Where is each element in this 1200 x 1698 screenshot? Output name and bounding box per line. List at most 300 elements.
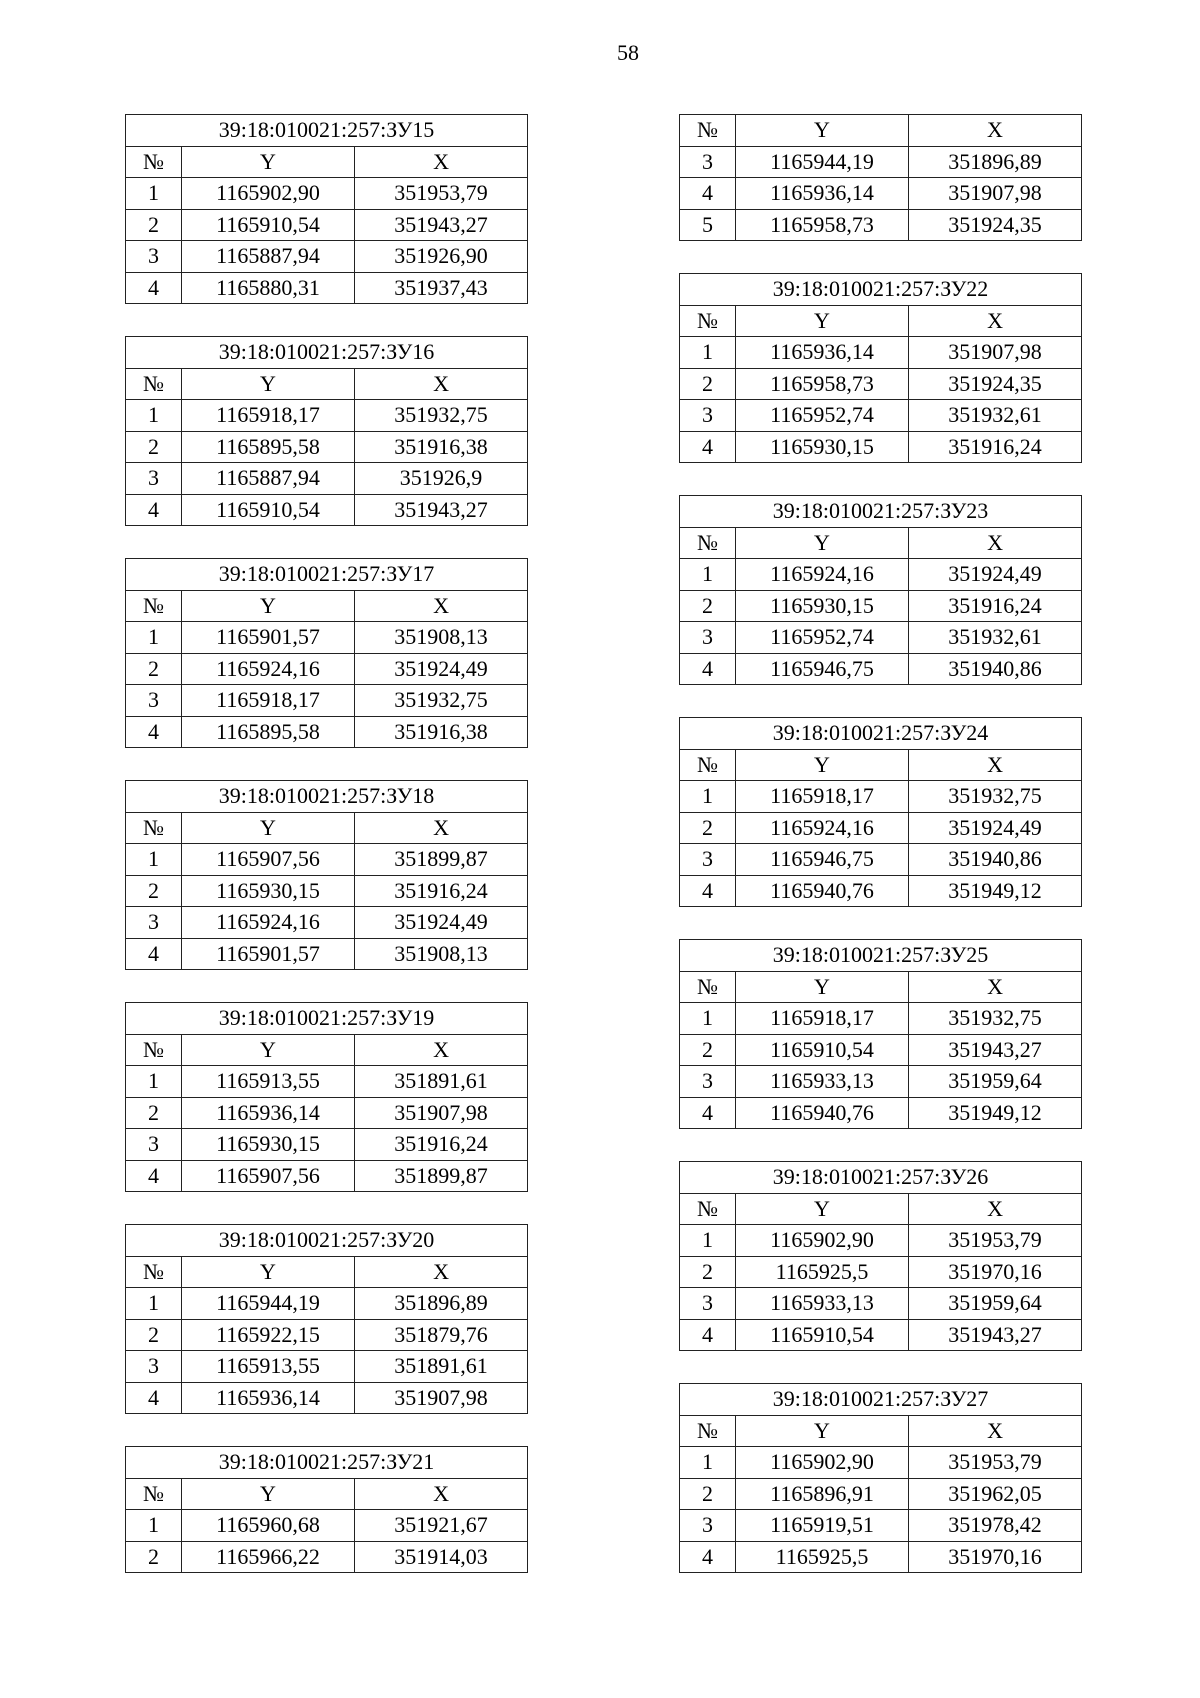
table-row xyxy=(126,431,528,463)
table-row xyxy=(126,875,528,907)
coord-y: 1165940,76 xyxy=(736,1097,909,1129)
point-number: 4 xyxy=(126,716,182,748)
coord-x: 351891,61 xyxy=(355,1351,528,1383)
table-row xyxy=(126,1541,528,1573)
coord-x: 351914,03 xyxy=(355,1541,528,1573)
table-header-row xyxy=(680,1193,1082,1225)
point-number: 4 xyxy=(680,178,736,210)
coord-y: 1165930,15 xyxy=(182,875,355,907)
coord-x: 351899,87 xyxy=(355,1160,528,1192)
coord-y: 1165887,94 xyxy=(182,241,355,273)
table-row xyxy=(126,622,528,654)
header-x: X xyxy=(355,368,528,400)
coordinate-table xyxy=(125,336,528,526)
coord-x: 351953,79 xyxy=(909,1447,1082,1479)
coord-y: 1165925,5 xyxy=(736,1541,909,1573)
table-row xyxy=(126,494,528,526)
point-number: 2 xyxy=(126,653,182,685)
coord-x: 351943,27 xyxy=(355,494,528,526)
table-row xyxy=(126,178,528,210)
coord-x: 351924,49 xyxy=(909,559,1082,591)
coord-y: 1165907,56 xyxy=(182,1160,355,1192)
point-number: 1 xyxy=(680,781,736,813)
table-title-row xyxy=(680,718,1082,750)
coord-y: 1165936,14 xyxy=(182,1097,355,1129)
coord-x: 351926,90 xyxy=(355,241,528,273)
coordinate-table xyxy=(679,717,1082,907)
table-header-row xyxy=(680,1415,1082,1447)
coordinate-table xyxy=(125,1002,528,1192)
table-title-row xyxy=(126,1225,528,1257)
parcel-title: 39:18:010021:257:ЗУ23 xyxy=(680,496,1082,528)
header-y: Y xyxy=(736,527,909,559)
point-number: 1 xyxy=(680,337,736,369)
table-title-row xyxy=(680,1384,1082,1416)
point-number: 3 xyxy=(680,400,736,432)
header-x: X xyxy=(909,527,1082,559)
header-num: № xyxy=(126,146,182,178)
header-y: Y xyxy=(736,1415,909,1447)
table-row xyxy=(680,1288,1082,1320)
coord-y: 1165966,22 xyxy=(182,1541,355,1573)
coord-y: 1165895,58 xyxy=(182,431,355,463)
coord-y: 1165880,31 xyxy=(182,272,355,304)
coord-x: 351959,64 xyxy=(909,1066,1082,1098)
table-row xyxy=(680,1034,1082,1066)
table-row xyxy=(680,1097,1082,1129)
coord-y: 1165933,13 xyxy=(736,1066,909,1098)
table-row xyxy=(126,1351,528,1383)
coord-x: 351932,75 xyxy=(909,781,1082,813)
coord-y: 1165924,16 xyxy=(182,653,355,685)
coordinate-table xyxy=(125,114,528,304)
point-number: 3 xyxy=(680,844,736,876)
header-y: Y xyxy=(182,368,355,400)
table-row xyxy=(126,907,528,939)
coord-y: 1165913,55 xyxy=(182,1351,355,1383)
point-number: 3 xyxy=(126,907,182,939)
table-title-row xyxy=(126,781,528,813)
coord-x: 351916,38 xyxy=(355,716,528,748)
point-number: 2 xyxy=(126,1319,182,1351)
coord-x: 351932,75 xyxy=(909,1003,1082,1035)
header-y: Y xyxy=(182,1478,355,1510)
coord-x: 351926,9 xyxy=(355,463,528,495)
coord-x: 351953,79 xyxy=(909,1225,1082,1257)
table-row xyxy=(680,590,1082,622)
coord-x: 351978,42 xyxy=(909,1510,1082,1542)
coord-x: 351924,35 xyxy=(909,209,1082,241)
header-y: Y xyxy=(182,590,355,622)
table-header-row xyxy=(126,590,528,622)
coord-x: 351908,13 xyxy=(355,938,528,970)
coord-y: 1165924,16 xyxy=(736,559,909,591)
point-number: 2 xyxy=(680,1034,736,1066)
point-number: 4 xyxy=(680,653,736,685)
coord-x: 351953,79 xyxy=(355,178,528,210)
coordinate-table xyxy=(125,1224,528,1414)
right-column xyxy=(679,114,1081,1573)
point-number: 1 xyxy=(126,622,182,654)
parcel-title: 39:18:010021:257:ЗУ16 xyxy=(126,337,528,369)
coord-x: 351899,87 xyxy=(355,844,528,876)
table-row xyxy=(680,844,1082,876)
point-number: 1 xyxy=(126,1066,182,1098)
table-row xyxy=(126,938,528,970)
coord-y: 1165910,54 xyxy=(182,494,355,526)
point-number: 4 xyxy=(680,1319,736,1351)
table-header-row xyxy=(126,812,528,844)
table-row xyxy=(680,368,1082,400)
coord-y: 1165902,90 xyxy=(736,1225,909,1257)
table-row xyxy=(126,1097,528,1129)
table-row xyxy=(680,875,1082,907)
header-num: № xyxy=(126,590,182,622)
left-column xyxy=(125,114,527,1573)
header-x: X xyxy=(355,146,528,178)
header-y: Y xyxy=(182,1256,355,1288)
table-row xyxy=(126,1319,528,1351)
table-row xyxy=(126,1160,528,1192)
coord-x: 351949,12 xyxy=(909,1097,1082,1129)
table-header-row xyxy=(126,1478,528,1510)
table-header-row xyxy=(680,305,1082,337)
coord-x: 351932,61 xyxy=(909,622,1082,654)
coordinate-table xyxy=(679,1161,1082,1351)
table-header-row xyxy=(680,115,1082,147)
header-x: X xyxy=(355,1478,528,1510)
parcel-title: 39:18:010021:257:ЗУ21 xyxy=(126,1447,528,1479)
table-row xyxy=(680,559,1082,591)
coord-y: 1165924,16 xyxy=(736,812,909,844)
coord-y: 1165918,17 xyxy=(182,400,355,432)
header-x: X xyxy=(909,115,1082,147)
coord-x: 351940,86 xyxy=(909,653,1082,685)
table-title-row xyxy=(126,1003,528,1035)
coord-x: 351907,98 xyxy=(909,337,1082,369)
table-row xyxy=(126,1129,528,1161)
table-row xyxy=(680,400,1082,432)
table-row xyxy=(680,1447,1082,1479)
table-row xyxy=(680,337,1082,369)
table-title-row xyxy=(680,1162,1082,1194)
header-x: X xyxy=(355,590,528,622)
table-row xyxy=(126,1510,528,1542)
header-num: № xyxy=(680,749,736,781)
coord-y: 1165902,90 xyxy=(736,1447,909,1479)
header-num: № xyxy=(680,527,736,559)
coord-x: 351907,98 xyxy=(355,1097,528,1129)
header-num: № xyxy=(680,305,736,337)
point-number: 3 xyxy=(680,1066,736,1098)
coord-y: 1165918,17 xyxy=(182,685,355,717)
coord-x: 351916,24 xyxy=(355,1129,528,1161)
header-x: X xyxy=(355,1256,528,1288)
header-x: X xyxy=(909,305,1082,337)
point-number: 3 xyxy=(680,146,736,178)
point-number: 4 xyxy=(680,431,736,463)
point-number: 2 xyxy=(126,875,182,907)
header-num: № xyxy=(680,1415,736,1447)
point-number: 2 xyxy=(680,812,736,844)
table-header-row xyxy=(126,368,528,400)
header-num: № xyxy=(126,368,182,400)
coord-x: 351879,76 xyxy=(355,1319,528,1351)
header-x: X xyxy=(355,812,528,844)
header-y: Y xyxy=(182,146,355,178)
table-row xyxy=(126,1288,528,1320)
coord-y: 1165936,14 xyxy=(182,1382,355,1414)
table-row xyxy=(680,653,1082,685)
coord-y: 1165910,54 xyxy=(736,1034,909,1066)
point-number: 1 xyxy=(126,400,182,432)
table-row xyxy=(126,272,528,304)
table-header-row xyxy=(126,1256,528,1288)
parcel-title: 39:18:010021:257:ЗУ24 xyxy=(680,718,1082,750)
header-num: № xyxy=(126,812,182,844)
table-row xyxy=(126,685,528,717)
table-row xyxy=(126,716,528,748)
coordinate-table xyxy=(679,273,1082,463)
parcel-title: 39:18:010021:257:ЗУ18 xyxy=(126,781,528,813)
coord-y: 1165924,16 xyxy=(182,907,355,939)
coord-x: 351932,61 xyxy=(909,400,1082,432)
coord-y: 1165952,74 xyxy=(736,400,909,432)
coord-x: 351891,61 xyxy=(355,1066,528,1098)
table-title-row xyxy=(680,496,1082,528)
header-x: X xyxy=(909,749,1082,781)
coord-x: 351937,43 xyxy=(355,272,528,304)
point-number: 1 xyxy=(680,1003,736,1035)
table-row xyxy=(680,781,1082,813)
point-number: 3 xyxy=(126,685,182,717)
coord-y: 1165933,13 xyxy=(736,1288,909,1320)
coord-y: 1165918,17 xyxy=(736,781,909,813)
table-row xyxy=(680,1225,1082,1257)
coord-y: 1165895,58 xyxy=(182,716,355,748)
point-number: 1 xyxy=(680,1447,736,1479)
header-x: X xyxy=(909,1415,1082,1447)
parcel-title: 39:18:010021:257:ЗУ25 xyxy=(680,940,1082,972)
coord-y: 1165930,15 xyxy=(736,590,909,622)
point-number: 1 xyxy=(126,844,182,876)
coord-y: 1165940,76 xyxy=(736,875,909,907)
coord-x: 351932,75 xyxy=(355,400,528,432)
point-number: 1 xyxy=(680,1225,736,1257)
header-y: Y xyxy=(736,305,909,337)
coordinate-table xyxy=(679,939,1082,1129)
table-row xyxy=(680,622,1082,654)
coord-y: 1165936,14 xyxy=(736,178,909,210)
table-row xyxy=(680,1319,1082,1351)
point-number: 4 xyxy=(680,1541,736,1573)
point-number: 3 xyxy=(680,622,736,654)
table-header-row xyxy=(680,971,1082,1003)
table-row xyxy=(680,1003,1082,1035)
table-row xyxy=(680,209,1082,241)
table-row xyxy=(680,1541,1082,1573)
coord-y: 1165936,14 xyxy=(736,337,909,369)
table-row xyxy=(126,1382,528,1414)
header-num: № xyxy=(126,1034,182,1066)
point-number: 4 xyxy=(126,1160,182,1192)
point-number: 4 xyxy=(680,1097,736,1129)
coord-y: 1165902,90 xyxy=(182,178,355,210)
coord-y: 1165952,74 xyxy=(736,622,909,654)
point-number: 2 xyxy=(680,368,736,400)
table-row xyxy=(126,209,528,241)
coord-x: 351916,24 xyxy=(909,590,1082,622)
coord-x: 351896,89 xyxy=(909,146,1082,178)
table-row xyxy=(126,844,528,876)
coord-x: 351924,49 xyxy=(355,653,528,685)
table-title-row xyxy=(126,1447,528,1479)
coord-y: 1165930,15 xyxy=(182,1129,355,1161)
coord-y: 1165901,57 xyxy=(182,622,355,654)
point-number: 1 xyxy=(680,559,736,591)
coordinate-table xyxy=(125,780,528,970)
coord-x: 351916,24 xyxy=(909,431,1082,463)
table-header-row xyxy=(680,527,1082,559)
coord-y: 1165930,15 xyxy=(736,431,909,463)
table-header-row xyxy=(126,146,528,178)
point-number: 4 xyxy=(126,938,182,970)
coord-y: 1165960,68 xyxy=(182,1510,355,1542)
table-title-row xyxy=(680,274,1082,306)
coord-x: 351924,49 xyxy=(355,907,528,939)
coord-y: 1165944,19 xyxy=(736,146,909,178)
point-number: 3 xyxy=(126,1351,182,1383)
coord-x: 351959,64 xyxy=(909,1288,1082,1320)
coord-x: 351896,89 xyxy=(355,1288,528,1320)
table-row xyxy=(680,812,1082,844)
table-row xyxy=(680,431,1082,463)
coord-y: 1165918,17 xyxy=(736,1003,909,1035)
point-number: 4 xyxy=(126,1382,182,1414)
header-x: X xyxy=(909,1193,1082,1225)
coord-y: 1165946,75 xyxy=(736,653,909,685)
coord-x: 351940,86 xyxy=(909,844,1082,876)
coord-x: 351916,38 xyxy=(355,431,528,463)
table-row xyxy=(126,241,528,273)
coord-x: 351907,98 xyxy=(909,178,1082,210)
table-title-row xyxy=(680,940,1082,972)
header-num: № xyxy=(680,115,736,147)
point-number: 4 xyxy=(680,875,736,907)
point-number: 3 xyxy=(680,1288,736,1320)
table-row xyxy=(680,1256,1082,1288)
coord-y: 1165946,75 xyxy=(736,844,909,876)
coord-x: 351962,05 xyxy=(909,1478,1082,1510)
coordinate-table xyxy=(679,495,1082,685)
header-x: X xyxy=(355,1034,528,1066)
header-y: Y xyxy=(736,749,909,781)
coord-x: 351943,27 xyxy=(909,1319,1082,1351)
point-number: 2 xyxy=(680,1478,736,1510)
table-title-row xyxy=(126,115,528,147)
parcel-title: 39:18:010021:257:ЗУ20 xyxy=(126,1225,528,1257)
coord-x: 351924,49 xyxy=(909,812,1082,844)
point-number: 1 xyxy=(126,178,182,210)
table-row xyxy=(126,463,528,495)
header-x: X xyxy=(909,971,1082,1003)
coord-y: 1165958,73 xyxy=(736,209,909,241)
coord-x: 351916,24 xyxy=(355,875,528,907)
coord-x: 351970,16 xyxy=(909,1541,1082,1573)
header-y: Y xyxy=(182,812,355,844)
point-number: 4 xyxy=(126,272,182,304)
header-num: № xyxy=(126,1478,182,1510)
table-row xyxy=(680,178,1082,210)
parcel-title: 39:18:010021:257:ЗУ17 xyxy=(126,559,528,591)
coord-y: 1165907,56 xyxy=(182,844,355,876)
coord-y: 1165887,94 xyxy=(182,463,355,495)
point-number: 4 xyxy=(126,494,182,526)
point-number: 5 xyxy=(680,209,736,241)
header-num: № xyxy=(680,971,736,1003)
coord-x: 351907,98 xyxy=(355,1382,528,1414)
table-row xyxy=(126,1066,528,1098)
coord-y: 1165901,57 xyxy=(182,938,355,970)
coordinate-table xyxy=(125,1446,528,1573)
point-number: 2 xyxy=(680,590,736,622)
point-number: 3 xyxy=(126,241,182,273)
table-header-row xyxy=(126,1034,528,1066)
header-num: № xyxy=(680,1193,736,1225)
header-y: Y xyxy=(736,115,909,147)
coord-x: 351970,16 xyxy=(909,1256,1082,1288)
table-row xyxy=(680,1478,1082,1510)
point-number: 3 xyxy=(126,463,182,495)
table-header-row xyxy=(680,749,1082,781)
table-row xyxy=(680,146,1082,178)
coord-y: 1165958,73 xyxy=(736,368,909,400)
coord-x: 351932,75 xyxy=(355,685,528,717)
coord-y: 1165896,91 xyxy=(736,1478,909,1510)
coord-y: 1165910,54 xyxy=(736,1319,909,1351)
point-number: 2 xyxy=(126,1097,182,1129)
coord-y: 1165913,55 xyxy=(182,1066,355,1098)
header-num: № xyxy=(126,1256,182,1288)
point-number: 1 xyxy=(126,1510,182,1542)
point-number: 2 xyxy=(126,431,182,463)
coordinate-table xyxy=(679,1383,1082,1573)
coord-x: 351908,13 xyxy=(355,622,528,654)
coord-x: 351924,35 xyxy=(909,368,1082,400)
table-row xyxy=(680,1510,1082,1542)
table-row xyxy=(680,1066,1082,1098)
coord-x: 351921,67 xyxy=(355,1510,528,1542)
point-number: 1 xyxy=(126,1288,182,1320)
point-number: 2 xyxy=(680,1256,736,1288)
coord-y: 1165910,54 xyxy=(182,209,355,241)
header-y: Y xyxy=(182,1034,355,1066)
point-number: 2 xyxy=(126,1541,182,1573)
parcel-title: 39:18:010021:257:ЗУ26 xyxy=(680,1162,1082,1194)
parcel-title: 39:18:010021:257:ЗУ19 xyxy=(126,1003,528,1035)
table-title-row xyxy=(126,559,528,591)
point-number: 3 xyxy=(126,1129,182,1161)
parcel-title: 39:18:010021:257:ЗУ27 xyxy=(680,1384,1082,1416)
coord-y: 1165922,15 xyxy=(182,1319,355,1351)
table-row xyxy=(126,653,528,685)
coordinate-table xyxy=(679,114,1082,241)
header-y: Y xyxy=(736,971,909,1003)
coord-y: 1165925,5 xyxy=(736,1256,909,1288)
table-row xyxy=(126,400,528,432)
coord-x: 351949,12 xyxy=(909,875,1082,907)
coord-x: 351943,27 xyxy=(909,1034,1082,1066)
